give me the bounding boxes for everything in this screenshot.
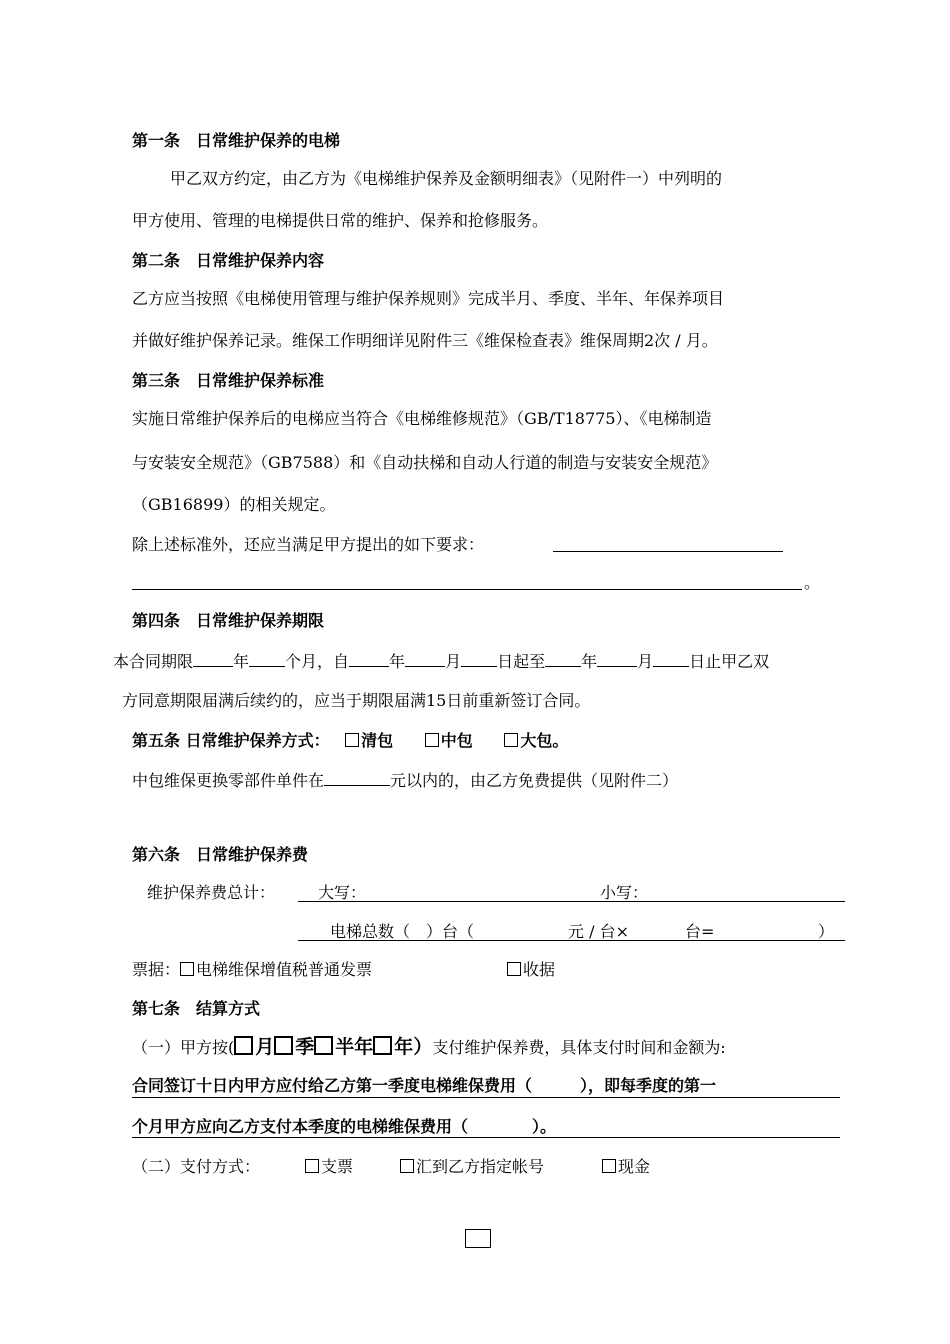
payment-period-suffix: 支付维护保养费，具体支付时间和金额为: [432,1038,726,1057]
receipt-label: 票据： [132,960,181,979]
term-text: 月 [637,652,654,671]
checkbox-icon[interactable] [305,1159,319,1173]
article-3-title: 第三条 日常维护保养标准 [132,371,325,390]
article-1-title: 第一条 日常维护保养的电梯 [132,131,341,150]
payment-option-transfer[interactable] [400,1156,544,1178]
article-4-paragraph: 方同意期限届满后续约的，应当于期限届满15日前重新签订合同。 [122,691,591,710]
formula-elevator-count: 电梯总数（ ）台（ [330,922,475,941]
end-month-blank[interactable] [597,649,637,667]
option-label: 电梯维保增值税普通发票 [196,960,373,979]
article-1-paragraph: 甲方使用、管理的电梯提供日常的维护、保养和抢修服务。 [132,211,549,230]
checkbox-icon[interactable] [373,1036,392,1055]
article-1-paragraph: 甲乙双方约定，由乙方为《电梯维护保养及金额明细表》（见附件一）中列明的 [170,169,723,188]
option-full-package[interactable] [345,731,393,750]
term-text: 本合同期限 [113,652,194,671]
payment-schedule-underline [132,1137,840,1138]
article-2-title: 第二条 日常维护保养内容 [132,251,325,270]
payment-period-line [132,1036,726,1059]
page-number-box [465,1229,491,1248]
payment-schedule-underline [132,1097,840,1098]
payment-option-cash[interactable] [602,1156,650,1178]
end-day-blank[interactable] [653,649,689,667]
start-year-blank[interactable] [349,649,389,667]
checkbox-icon[interactable] [400,1159,414,1173]
option-large-package[interactable] [504,731,568,750]
option-label: 季 [295,1036,315,1058]
article-4-term-line [113,649,769,673]
receipt-line [132,959,372,981]
option-label: 汇到乙方指定帐号 [416,1157,545,1176]
period-option-half-year[interactable] [314,1036,373,1058]
term-text: 年 [233,652,250,671]
checkbox-icon[interactable] [180,962,194,976]
option-label: 清包 [361,731,394,750]
term-text: 日止甲乙双 [689,652,770,671]
term-text: 日起至 [497,652,546,671]
checkbox-icon[interactable] [504,733,518,747]
period-option-year[interactable] [373,1036,413,1058]
formula-equals: 台= [685,922,715,941]
article-3-paragraph: （GB16899）的相关规定。 [132,495,336,514]
term-months-blank[interactable] [249,649,285,667]
option-label: 支票 [321,1157,354,1176]
checkbox-icon[interactable] [507,962,521,976]
fee-daxie-label: 大写： [318,883,367,902]
start-month-blank[interactable] [405,649,445,667]
term-text: 年 [389,652,406,671]
article-5-paragraph [132,768,678,792]
option-label: 月 [255,1036,275,1058]
option-medium-package[interactable] [425,731,473,750]
requirement-blank-line[interactable] [553,551,783,552]
term-text: 月 [445,652,462,671]
option-label: 半年 [335,1036,374,1058]
part-amount-blank[interactable] [324,768,390,786]
article-5-title: 第五条 日常维护保养方式： [132,731,330,750]
term-text: 年 [581,652,598,671]
article-5-line [132,730,568,752]
option-label: 中包 [440,731,473,750]
option-label: 收据 [523,960,556,979]
medium-package-text: 中包维保更换零部件单件在 [132,771,325,790]
payment-period-prefix: （一）甲方按( [132,1038,235,1057]
article-2-paragraph: 乙方应当按照《电梯使用管理与维护保养规则》完成半月、季度、半年、年保养项目 [132,289,725,308]
checkbox-icon[interactable] [345,733,359,747]
period-option-month[interactable] [234,1036,274,1058]
period-option-quarter[interactable] [274,1036,314,1058]
formula-blank-line[interactable] [298,940,845,941]
article-3-paragraph: 实施日常维护保养后的电梯应当符合《电梯维修规范》（GB/T18775）、《电梯制造 [132,409,712,428]
option-label: 大包。 [520,731,569,750]
fee-total-label: 维护保养费总计： [147,883,276,902]
term-years-blank[interactable] [193,649,233,667]
option-label: 现金 [618,1157,651,1176]
formula-unit-price: 元 / 台× [568,922,629,941]
formula-close: ） [818,922,835,941]
article-7-title: 第七条 结算方式 [132,999,261,1018]
fee-xiaoxie-label: 小写： [600,883,649,902]
period-close-paren: ） [413,1036,433,1058]
article-3-requirement-label: 除上述标准外，还应当满足甲方提出的如下要求： [132,535,485,554]
medium-package-text: 元以内的，由乙方免费提供（见附件二） [390,771,679,790]
checkbox-icon[interactable] [234,1036,253,1055]
article-2-paragraph: 并做好维护保养记录。维保工作明细详见附件三《维保检查表》维保周期2次 / 月。 [132,331,718,350]
end-year-blank[interactable] [545,649,581,667]
term-text: 个月，自 [285,652,350,671]
period-mark: 。 [804,573,821,592]
checkbox-icon[interactable] [425,733,439,747]
option-label: 年 [394,1036,414,1058]
fee-total-blank-line[interactable] [298,901,845,902]
article-4-title: 第四条 日常维护保养期限 [132,611,325,630]
checkbox-icon[interactable] [314,1036,333,1055]
payment-option-check[interactable] [305,1156,353,1178]
checkbox-icon[interactable] [274,1036,293,1055]
start-day-blank[interactable] [461,649,497,667]
requirement-blank-line[interactable] [132,589,802,590]
receipt-option-invoice[interactable] [180,960,372,979]
checkbox-icon[interactable] [602,1159,616,1173]
payment-schedule-paragraph: 个月甲方应向乙方支付本季度的电梯维保费用（ ）。 [132,1117,557,1136]
payment-method-label: （二）支付方式： [132,1157,261,1176]
article-3-paragraph: 与安装安全规范》（GB7588）和《自动扶梯和自动人行道的制造与安装安全规范》 [132,453,718,472]
receipt-option-receipt[interactable] [507,959,555,981]
payment-schedule-paragraph: 合同签订十日内甲方应付给乙方第一季度电梯维保费用（ ），即每季度的第一 [132,1076,717,1095]
article-6-title: 第六条 日常维护保养费 [132,845,309,864]
